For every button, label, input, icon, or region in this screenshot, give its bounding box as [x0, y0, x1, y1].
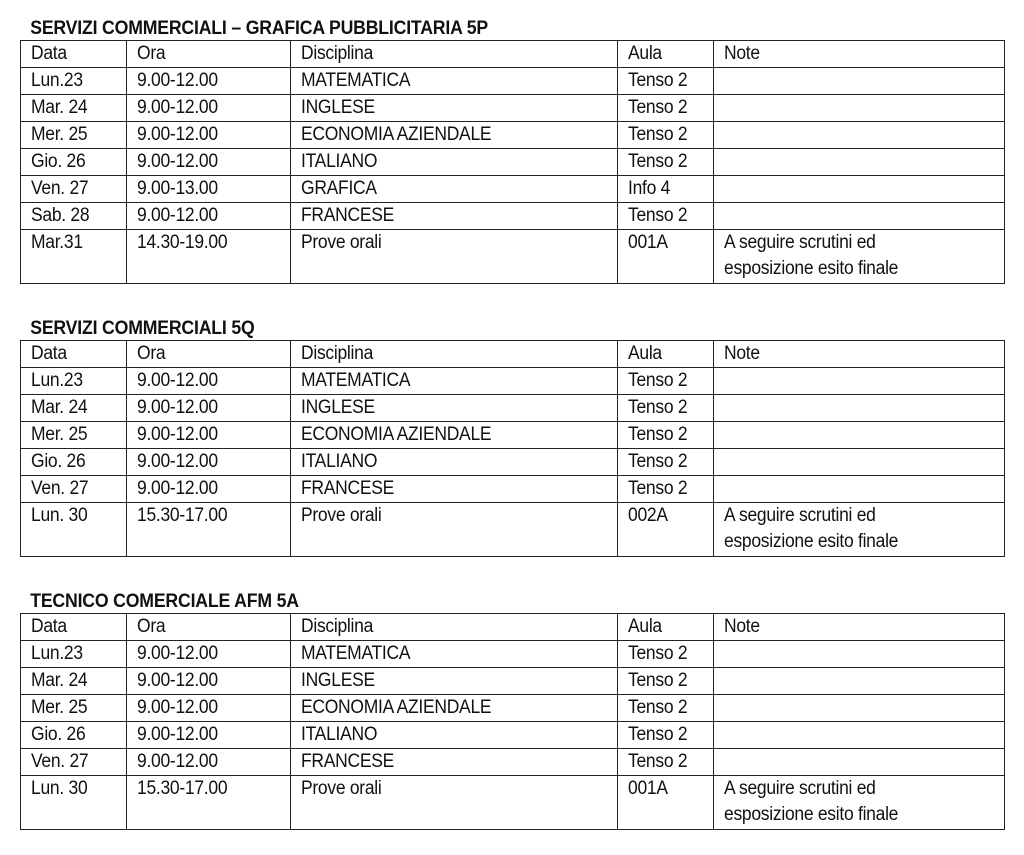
table-row: [21, 230, 1005, 284]
time-cell: [127, 641, 291, 668]
notes-cell: [714, 668, 1005, 695]
time-cell: [127, 203, 291, 230]
subject-cell-text: ITALIANO: [301, 724, 378, 745]
subject-cell: [291, 68, 618, 95]
room-cell-text: Tenso 2: [628, 397, 688, 418]
column-header-room-text: Aula: [628, 343, 662, 364]
subject-cell-text: MATEMATICA: [301, 370, 411, 391]
subject-cell: [291, 395, 618, 422]
column-header-notes: [714, 41, 1005, 68]
time-cell: [127, 449, 291, 476]
table-row: [21, 722, 1005, 749]
room-cell-text: Tenso 2: [628, 424, 688, 445]
date-cell-text: Ven. 27: [31, 178, 89, 199]
room-cell-text: Tenso 2: [628, 724, 688, 745]
room-cell: [618, 722, 714, 749]
subject-cell-text: ECONOMIA AZIENDALE: [301, 697, 492, 718]
table-row: [21, 68, 1005, 95]
room-cell-text: 002A: [628, 505, 668, 526]
table-row: [21, 422, 1005, 449]
date-cell: [21, 749, 127, 776]
subject-cell: [291, 176, 618, 203]
note-line: A seguire scrutini ed: [724, 232, 876, 253]
notes-cell: [714, 176, 1005, 203]
date-cell-text: Mar. 24: [31, 397, 88, 418]
date-cell: [21, 641, 127, 668]
date-cell: [21, 776, 127, 830]
time-cell-text: 9.00-12.00: [137, 724, 218, 745]
date-cell-text: Mer. 25: [31, 424, 88, 445]
subject-cell: [291, 641, 618, 668]
time-cell: [127, 749, 291, 776]
room-cell: [618, 503, 714, 557]
subject-cell: [291, 149, 618, 176]
note-line: esposizione esito finale: [724, 804, 899, 825]
column-header-time-text: Ora: [137, 43, 166, 64]
column-header-date: [21, 614, 127, 641]
schedule-table: [20, 613, 1005, 830]
date-cell-text: Lun.23: [31, 643, 83, 664]
date-cell-text: Lun.23: [31, 370, 83, 391]
date-cell: [21, 395, 127, 422]
time-cell-text: 9.00-12.00: [137, 397, 218, 418]
subject-cell: [291, 776, 618, 830]
subject-cell-text: Prove orali: [301, 778, 382, 799]
subject-cell: [291, 476, 618, 503]
note-line: A seguire scrutini ed: [724, 505, 876, 526]
table-row: [21, 449, 1005, 476]
date-cell: [21, 68, 127, 95]
time-cell-text: 9.00-12.00: [137, 643, 218, 664]
table-row: [21, 503, 1005, 557]
column-header-notes: [714, 341, 1005, 368]
column-header-subject: [291, 41, 618, 68]
room-cell-text: Tenso 2: [628, 478, 688, 499]
column-header-date-text: Data: [31, 616, 67, 637]
time-cell-text: 9.00-12.00: [137, 478, 218, 499]
section-title: TECNICO COMERCIALE AFM 5A: [30, 591, 299, 612]
table-row: [21, 176, 1005, 203]
subject-cell-text: ITALIANO: [301, 451, 378, 472]
subject-cell: [291, 722, 618, 749]
date-cell-text: Lun.23: [31, 70, 83, 91]
time-cell: [127, 368, 291, 395]
note-line: A seguire scrutini ed: [724, 778, 876, 799]
room-cell: [618, 68, 714, 95]
table-row: [21, 641, 1005, 668]
subject-cell: [291, 668, 618, 695]
time-cell-text: 15.30-17.00: [137, 505, 228, 526]
subject-cell-text: INGLESE: [301, 97, 375, 118]
subject-cell-text: Prove orali: [301, 232, 382, 253]
subject-cell-text: ECONOMIA AZIENDALE: [301, 124, 492, 145]
schedule-table: [20, 40, 1005, 284]
column-header-subject: [291, 614, 618, 641]
time-cell-text: 9.00-12.00: [137, 697, 218, 718]
room-cell-text: Info 4: [628, 178, 671, 199]
note-line: esposizione esito finale: [724, 531, 899, 552]
date-cell-text: Mer. 25: [31, 124, 88, 145]
date-cell-text: Gio. 26: [31, 724, 86, 745]
subject-cell-text: FRANCESE: [301, 751, 394, 772]
room-cell-text: Tenso 2: [628, 697, 688, 718]
notes-cell: [714, 203, 1005, 230]
notes-cell: [714, 149, 1005, 176]
time-cell-text: 9.00-12.00: [137, 124, 218, 145]
time-cell: [127, 722, 291, 749]
column-header-room: [618, 614, 714, 641]
room-cell-text: Tenso 2: [628, 124, 688, 145]
notes-cell: [714, 395, 1005, 422]
subject-cell-text: ITALIANO: [301, 151, 378, 172]
date-cell: [21, 149, 127, 176]
time-cell-text: 9.00-12.00: [137, 670, 218, 691]
table-row: [21, 395, 1005, 422]
table-row: [21, 122, 1005, 149]
subject-cell-text: FRANCESE: [301, 205, 394, 226]
room-cell-text: Tenso 2: [628, 643, 688, 664]
column-header-subject-text: Disciplina: [301, 43, 374, 64]
room-cell: [618, 149, 714, 176]
column-header-time: [127, 341, 291, 368]
time-cell: [127, 695, 291, 722]
subject-cell: [291, 749, 618, 776]
date-cell: [21, 95, 127, 122]
table-row: [21, 95, 1005, 122]
date-cell-text: Ven. 27: [31, 478, 89, 499]
time-cell: [127, 230, 291, 284]
date-cell-text: Mar.31: [31, 232, 83, 253]
time-cell-text: 9.00-12.00: [137, 451, 218, 472]
column-header-date-text: Data: [31, 343, 67, 364]
column-header-subject-text: Disciplina: [301, 343, 374, 364]
room-cell: [618, 449, 714, 476]
room-cell: [618, 695, 714, 722]
notes-cell: [714, 368, 1005, 395]
time-cell-text: 9.00-12.00: [137, 205, 218, 226]
date-cell-text: Gio. 26: [31, 151, 86, 172]
date-cell-text: Ven. 27: [31, 751, 89, 772]
time-cell: [127, 95, 291, 122]
table-row: [21, 476, 1005, 503]
time-cell-text: 9.00-12.00: [137, 424, 218, 445]
column-header-time: [127, 614, 291, 641]
column-header-date: [21, 41, 127, 68]
notes-cell: [714, 230, 1005, 284]
date-cell: [21, 503, 127, 557]
room-cell: [618, 395, 714, 422]
room-cell: [618, 749, 714, 776]
column-header-subject-text: Disciplina: [301, 616, 374, 637]
subject-cell-text: Prove orali: [301, 505, 382, 526]
schedule-section-5a: [20, 591, 1004, 830]
subject-cell-text: MATEMATICA: [301, 70, 411, 91]
time-cell: [127, 422, 291, 449]
subject-cell: [291, 122, 618, 149]
time-cell: [127, 776, 291, 830]
room-cell-text: Tenso 2: [628, 451, 688, 472]
subject-cell: [291, 449, 618, 476]
date-cell: [21, 476, 127, 503]
section-title: SERVIZI COMMERCIALI – GRAFICA PUBBLICITARIA 5P: [30, 18, 488, 39]
column-header-time: [127, 41, 291, 68]
table-header-row: [21, 41, 1005, 68]
date-cell-text: Mer. 25: [31, 697, 88, 718]
notes-cell: [714, 503, 1005, 557]
date-cell-text: Lun. 30: [31, 778, 88, 799]
column-header-notes-text: Note: [724, 343, 760, 364]
room-cell: [618, 368, 714, 395]
room-cell: [618, 176, 714, 203]
table-header-row: [21, 341, 1005, 368]
notes-cell: [714, 641, 1005, 668]
schedule-table: [20, 340, 1005, 557]
time-cell: [127, 122, 291, 149]
table-row: [21, 368, 1005, 395]
date-cell: [21, 176, 127, 203]
date-cell: [21, 668, 127, 695]
subject-cell: [291, 503, 618, 557]
column-header-notes: [714, 614, 1005, 641]
date-cell-text: Sab. 28: [31, 205, 90, 226]
section-title: SERVIZI COMMERCIALI 5Q: [30, 318, 255, 339]
date-cell-text: Mar. 24: [31, 670, 88, 691]
time-cell: [127, 395, 291, 422]
room-cell-text: 001A: [628, 778, 668, 799]
date-cell-text: Mar. 24: [31, 97, 88, 118]
time-cell-text: 9.00-12.00: [137, 70, 218, 91]
time-cell: [127, 176, 291, 203]
time-cell: [127, 149, 291, 176]
room-cell: [618, 95, 714, 122]
time-cell: [127, 668, 291, 695]
subject-cell-text: FRANCESE: [301, 478, 394, 499]
room-cell: [618, 203, 714, 230]
notes-cell: [714, 476, 1005, 503]
room-cell-text: Tenso 2: [628, 151, 688, 172]
room-cell: [618, 776, 714, 830]
subject-cell-text: MATEMATICA: [301, 643, 411, 664]
subject-cell-text: GRAFICA: [301, 178, 377, 199]
table-row: [21, 668, 1005, 695]
time-cell-text: 9.00-13.00: [137, 178, 218, 199]
time-cell-text: 15.30-17.00: [137, 778, 228, 799]
column-header-time-text: Ora: [137, 343, 166, 364]
table-row: [21, 776, 1005, 830]
time-cell-text: 9.00-12.00: [137, 151, 218, 172]
room-cell-text: 001A: [628, 232, 668, 253]
time-cell-text: 14.30-19.00: [137, 232, 228, 253]
room-cell: [618, 476, 714, 503]
time-cell-text: 9.00-12.00: [137, 751, 218, 772]
column-header-notes-text: Note: [724, 43, 760, 64]
note-line: esposizione esito finale: [724, 258, 899, 279]
subject-cell: [291, 368, 618, 395]
room-cell: [618, 641, 714, 668]
subject-cell-text: ECONOMIA AZIENDALE: [301, 424, 492, 445]
date-cell: [21, 230, 127, 284]
column-header-date: [21, 341, 127, 368]
date-cell-text: Gio. 26: [31, 451, 86, 472]
schedule-section-5p: [20, 18, 1004, 284]
notes-cell: [714, 722, 1005, 749]
notes-cell: [714, 95, 1005, 122]
date-cell: [21, 122, 127, 149]
room-cell-text: Tenso 2: [628, 70, 688, 91]
time-cell: [127, 68, 291, 95]
time-cell: [127, 503, 291, 557]
notes-cell: [714, 749, 1005, 776]
table-row: [21, 695, 1005, 722]
table-row: [21, 203, 1005, 230]
notes-cell: [714, 422, 1005, 449]
column-header-room-text: Aula: [628, 43, 662, 64]
notes-cell: [714, 122, 1005, 149]
room-cell: [618, 230, 714, 284]
notes-cell: [714, 449, 1005, 476]
notes-cell: [714, 68, 1005, 95]
notes-cell: [714, 695, 1005, 722]
subject-cell: [291, 422, 618, 449]
subject-cell: [291, 695, 618, 722]
column-header-room: [618, 341, 714, 368]
date-cell-text: Lun. 30: [31, 505, 88, 526]
subject-cell: [291, 203, 618, 230]
room-cell-text: Tenso 2: [628, 97, 688, 118]
subject-cell: [291, 95, 618, 122]
column-header-room-text: Aula: [628, 616, 662, 637]
date-cell: [21, 695, 127, 722]
room-cell-text: Tenso 2: [628, 670, 688, 691]
column-header-room: [618, 41, 714, 68]
table-header-row: [21, 614, 1005, 641]
time-cell-text: 9.00-12.00: [137, 97, 218, 118]
column-header-notes-text: Note: [724, 616, 760, 637]
time-cell: [127, 476, 291, 503]
date-cell: [21, 722, 127, 749]
date-cell: [21, 422, 127, 449]
room-cell-text: Tenso 2: [628, 370, 688, 391]
date-cell: [21, 203, 127, 230]
time-cell-text: 9.00-12.00: [137, 370, 218, 391]
table-row: [21, 749, 1005, 776]
date-cell: [21, 449, 127, 476]
column-header-subject: [291, 341, 618, 368]
subject-cell-text: INGLESE: [301, 670, 375, 691]
notes-cell: [714, 776, 1005, 830]
room-cell-text: Tenso 2: [628, 751, 688, 772]
room-cell-text: Tenso 2: [628, 205, 688, 226]
column-header-time-text: Ora: [137, 616, 166, 637]
schedule-section-5q: [20, 318, 1004, 557]
subject-cell-text: INGLESE: [301, 397, 375, 418]
room-cell: [618, 122, 714, 149]
column-header-date-text: Data: [31, 43, 67, 64]
room-cell: [618, 422, 714, 449]
date-cell: [21, 368, 127, 395]
table-row: [21, 149, 1005, 176]
room-cell: [618, 668, 714, 695]
subject-cell: [291, 230, 618, 284]
